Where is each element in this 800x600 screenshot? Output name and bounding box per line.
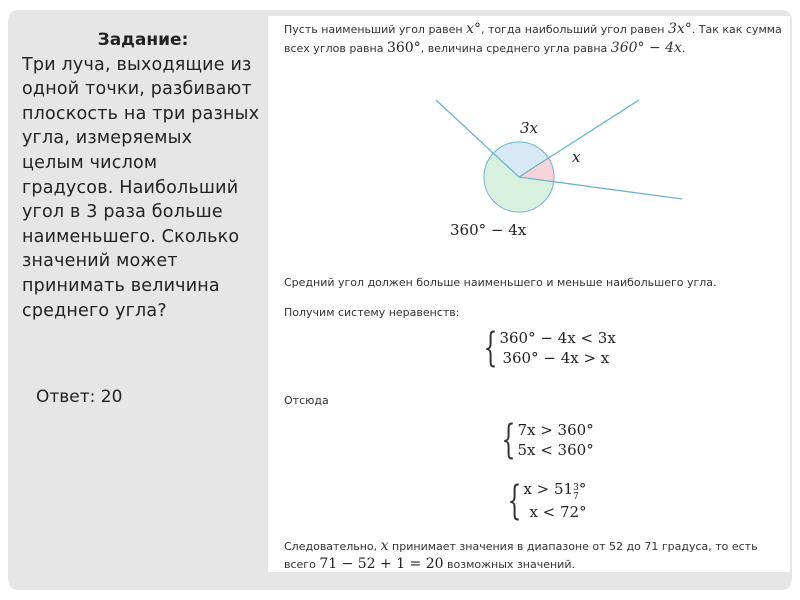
degree-sign: ° <box>578 480 587 498</box>
label-largest: 3x <box>520 119 539 137</box>
brace: { <box>501 417 516 463</box>
math-count: 71 − 52 + 1 = 20 <box>319 556 444 572</box>
intro-text: всех углов равна <box>284 42 387 55</box>
task-text: Три луча, выходящие из одной точки, разбивают плоскость на три разных угла, измеряемых целым числом градусов. Наибольший угол в 3 раза больше наименьшего. Сколько значений может принимать величина среднего угла? <box>22 54 260 321</box>
task-block <box>22 28 272 323</box>
condition-text: Средний угол должен больше наименьшего и меньше наибольшего угла. <box>284 276 717 289</box>
intro-text: Пусть наименьший угол равен <box>284 23 467 36</box>
brace: { <box>507 477 522 524</box>
conclusion-text: всего <box>284 558 320 571</box>
intro-text: . <box>681 42 686 55</box>
angle-diagram <box>268 16 790 246</box>
math-x: x° <box>466 21 482 37</box>
inequality: 7x > 360° <box>517 421 594 439</box>
conclusion-text: возможных значений. <box>443 558 575 571</box>
task-title: Задание: <box>97 30 189 50</box>
intro-text: , величина среднего угла равна <box>420 42 611 55</box>
inequality-system-3 <box>496 479 587 522</box>
inequality: 5x < 360° <box>517 441 594 459</box>
label-middle: 360° − 4x <box>450 221 527 239</box>
inequality: 360° − 4x < 3x <box>499 329 616 347</box>
math-360-minus-4x: 360° − 4x <box>610 40 682 56</box>
inequality: x < 72° <box>529 503 587 521</box>
solution-panel <box>268 16 790 572</box>
hence-text: Отсюда <box>284 394 329 407</box>
inequality <box>523 479 586 502</box>
answer-text: Ответ: 20 <box>36 387 123 407</box>
fraction-denominator: 7 <box>573 492 579 502</box>
math-360: 360° <box>386 40 421 56</box>
intro-text: . Так как сумма <box>691 23 782 36</box>
inequality: 360° − 4x > x <box>502 349 610 367</box>
math-x: x <box>380 538 389 554</box>
math-3x: 3x° <box>667 21 692 37</box>
inequality-system-1 <box>472 325 616 371</box>
intro-text: , тогда наибольший угол равен <box>481 23 668 36</box>
conclusion-text: Следовательно, <box>284 540 381 553</box>
conclusion-text: принимает значения в диапазоне от 52 до 71 градуса, то есть <box>388 540 758 553</box>
inequality-system-2 <box>490 417 594 463</box>
inequality-text: x > 51 <box>523 480 574 498</box>
ray-left <box>436 100 519 177</box>
fraction-numerator: 3 <box>573 483 579 493</box>
conclusion-line-2 <box>284 555 575 574</box>
label-smallest: x <box>572 148 581 166</box>
system-intro-text: Получим систему неравенств: <box>284 306 460 319</box>
brace: { <box>483 325 498 371</box>
conclusion-line-1 <box>284 537 758 556</box>
